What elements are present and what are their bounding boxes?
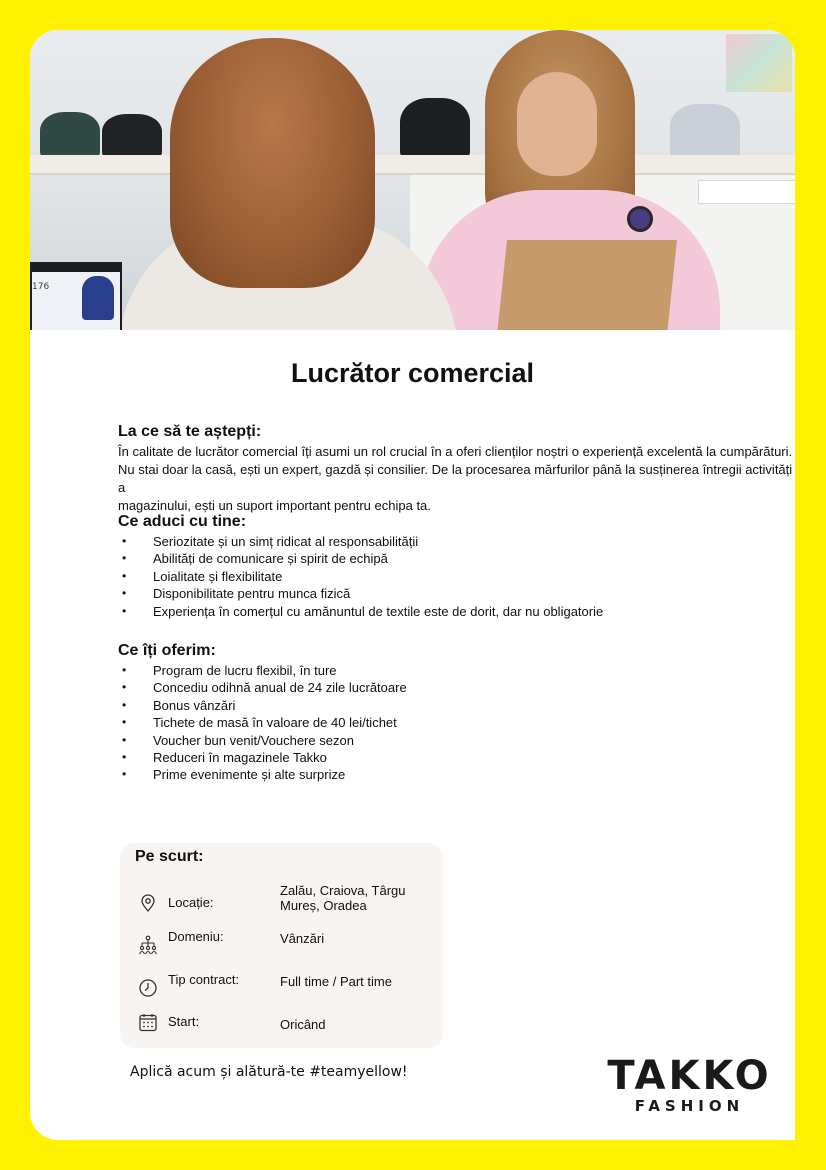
- clock-icon: [138, 978, 158, 998]
- offer-list: [118, 662, 778, 784]
- summary-value: Zalău, Craiova, Târgu Mureș, Oradea: [280, 883, 406, 913]
- list-item: • Seriozitate și un simț ridicat al responsabilității: [118, 533, 778, 550]
- logo-brand: TAKKO: [607, 1053, 772, 1099]
- list-item: • Disponibilitate pentru munca fizică: [118, 585, 778, 602]
- location-pin-icon: [138, 893, 158, 913]
- bring-heading: Ce aduci cu tine:: [118, 513, 247, 530]
- job-title: Lucrător comercial: [290, 358, 535, 388]
- list-item: • Prime evenimente și alte surprize: [118, 766, 778, 783]
- summary-label: Tip contract:: [168, 972, 240, 987]
- summary-label: Domeniu:: [168, 929, 224, 944]
- org-chart-icon: [138, 935, 158, 955]
- pos-monitor: [30, 262, 122, 330]
- offer-heading: Ce îți oferim:: [118, 642, 216, 659]
- wall-poster: [726, 34, 792, 92]
- list-item: • Program de lucru flexibil, în ture: [118, 662, 778, 679]
- expect-line: Nu stai doar la casă, ești un expert, gazdă și consilier. De la procesarea mărfurilor până la susținerea întregii activități a: [118, 462, 793, 495]
- customer-hair: [170, 38, 375, 288]
- expect-line: În calitate de lucrător comercial îți asumi un rol crucial în a oferi clienților noștri o experiență excelentă la cumpărături.: [118, 444, 793, 459]
- takko-fashion-logo: [602, 1055, 777, 1115]
- list-item: • Bonus vânzări: [118, 697, 778, 714]
- summary-label: Start:: [168, 1014, 200, 1029]
- list-item: • Concediu odihnă anual de 24 zile lucrătoare: [118, 679, 778, 696]
- summary-heading: Pe scurt:: [135, 848, 204, 865]
- list-item: • Voucher bun venit/Vouchere sezon: [118, 732, 778, 749]
- expect-heading: La ce să te aștepți:: [118, 423, 262, 440]
- list-item: • Experiența în comerțul cu amănuntul de textile este de dorit, dar nu obligatorie: [118, 603, 778, 620]
- monitor-number: 176: [32, 282, 50, 292]
- list-item: • Loialitate și flexibilitate: [118, 568, 778, 585]
- clothing-shelf: [30, 155, 795, 175]
- list-item: • Abilități de comunicare și spirit de echipă: [118, 550, 778, 567]
- summary-box: [120, 843, 443, 1048]
- list-item: • Reduceri în magazinele Takko: [118, 749, 778, 766]
- summary-value: Full time / Part time: [280, 974, 392, 989]
- paper-bag: [497, 240, 677, 330]
- hero-photo: [30, 30, 795, 330]
- wristwatch: [627, 206, 653, 232]
- calendar-icon: [138, 1012, 158, 1032]
- logo-sub: FASHION: [634, 1097, 745, 1115]
- expect-line: magazinului, ești un suport important pentru echipa ta.: [118, 498, 431, 513]
- expect-paragraph: [118, 443, 793, 515]
- summary-label: Locație:: [168, 895, 214, 910]
- job-card: [30, 30, 795, 1140]
- apply-call-to-action: Aplică acum și alătură-te #teamyellow!: [130, 1064, 408, 1080]
- summary-value: Oricând: [280, 1017, 326, 1032]
- summary-value: Vânzări: [280, 931, 325, 946]
- cashier-face: [517, 72, 597, 176]
- list-item: • Tichete de masă în valoare de 40 lei/tichet: [118, 714, 778, 731]
- bring-list: [118, 533, 778, 620]
